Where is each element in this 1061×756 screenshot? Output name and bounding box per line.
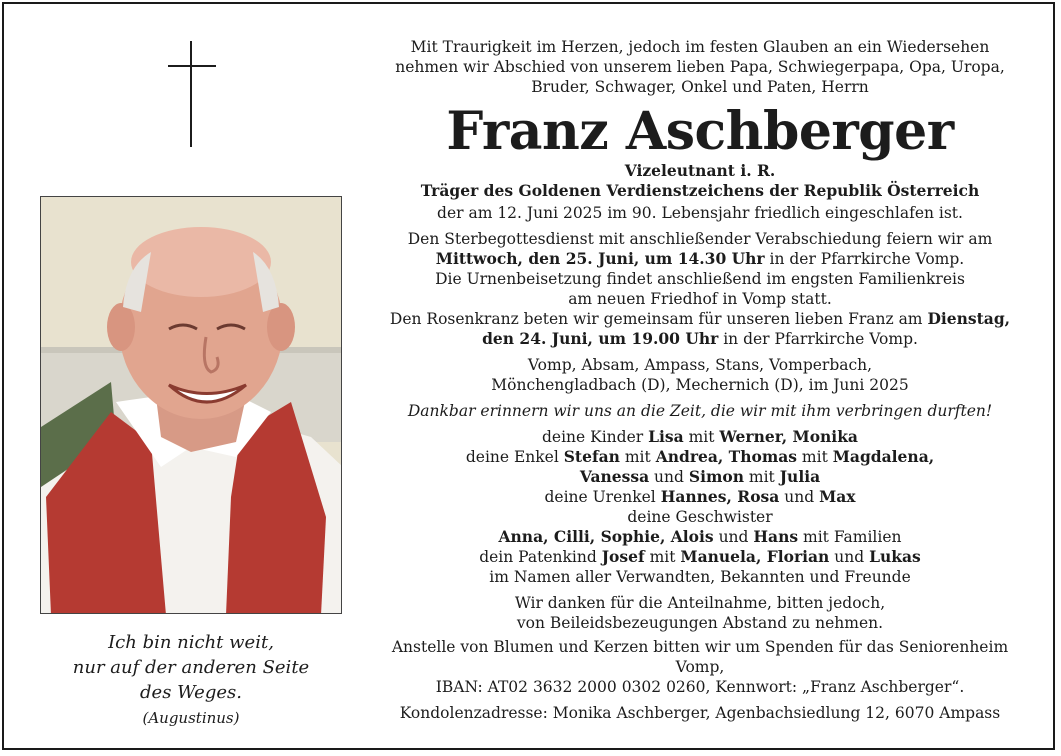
- thanks-line: Wir danken für die Anteilnahme, bitten jedoch,: [514, 594, 886, 612]
- quote-block: [40, 630, 342, 729]
- family-line: deine Enkel Stefan mit Andrea, Thomas mit Magdalena,: [465, 447, 935, 466]
- service-line: am neuen Friedhof in Vomp statt.: [568, 290, 832, 308]
- portrait-photo: [40, 196, 342, 614]
- quote-author: (Augustinus): [142, 709, 240, 727]
- deceased-name: Franz Aschberger: [446, 101, 954, 162]
- family-line: Vanessa und Simon mit Julia: [579, 467, 821, 486]
- service-line: Mittwoch, den 25. Juni, um 14.30 Uhr in der Pfarrkirche Vomp.: [435, 249, 965, 268]
- service-line: Den Sterbegottesdienst mit anschließender Verabschiedung feiern wir am: [407, 230, 993, 248]
- obituary-card: [2, 2, 1055, 750]
- donation-line: Anstelle von Blumen und Kerzen bitten wir um Spenden für das Seniorenheim Vomp,: [391, 638, 1009, 676]
- honor-line: Träger des Goldenen Verdienstzeichens der Republik Österreich: [420, 181, 980, 200]
- places-line: Mönchengladbach (D), Mechernich (D), im Juni 2025: [491, 376, 909, 394]
- family-line: deine Kinder Lisa mit Werner, Monika: [542, 427, 858, 446]
- intro-line: Mit Traurigkeit im Herzen, jedoch im festen Glauben an ein Wiedersehen: [410, 38, 990, 56]
- family-line: deine Geschwister: [627, 508, 773, 526]
- family-line: deine Urenkel Hannes, Rosa und Max: [544, 487, 856, 506]
- obituary-text: [380, 37, 1020, 723]
- address-line: Kondolenzadresse: Monika Aschberger, Agenbachsiedlung 12, 6070 Ampass: [399, 704, 1001, 722]
- death-line: der am 12. Juni 2025 im 90. Lebensjahr friedlich eingeschlafen ist.: [437, 204, 963, 222]
- service-line: Die Urnenbeisetzung findet anschließend im engsten Familienkreis: [435, 270, 965, 288]
- service-line: Den Rosenkranz beten wir gemeinsam für unseren lieben Franz am Dienstag,: [389, 309, 1011, 328]
- intro-line: Bruder, Schwager, Onkel und Paten, Herrn: [531, 78, 869, 96]
- service-line: den 24. Juni, um 19.00 Uhr in der Pfarrkirche Vomp.: [482, 329, 918, 348]
- intro-line: nehmen wir Abschied von unserem lieben Papa, Schwiegerpapa, Opa, Uropa,: [395, 58, 1005, 76]
- family-line: Anna, Cilli, Sophie, Alois und Hans mit Familien: [498, 527, 902, 546]
- places-line: Vomp, Absam, Ampass, Stans, Vomperbach,: [527, 356, 873, 374]
- gratitude-line: Dankbar erinnern wir uns an die Zeit, die wir mit ihm verbringen durften!: [407, 402, 993, 420]
- family-line: dein Patenkind Josef mit Manuela, Florian und Lukas: [479, 547, 921, 566]
- quote-line: nur auf der anderen Seite: [72, 657, 310, 678]
- quote-line: Ich bin nicht weit,: [108, 632, 274, 653]
- quote-line: des Weges.: [140, 682, 242, 703]
- thanks-line: von Beileidsbezeugungen Abstand zu nehmen.: [516, 614, 884, 632]
- donation-line: IBAN: AT02 3632 2000 0302 0260, Kennwort: „Franz Aschberger“.: [435, 678, 965, 696]
- cross-icon: [168, 41, 216, 147]
- family-line: im Namen aller Verwandten, Bekannten und Freunde: [489, 568, 911, 586]
- rank-line: Vizeleutnant i. R.: [624, 161, 776, 180]
